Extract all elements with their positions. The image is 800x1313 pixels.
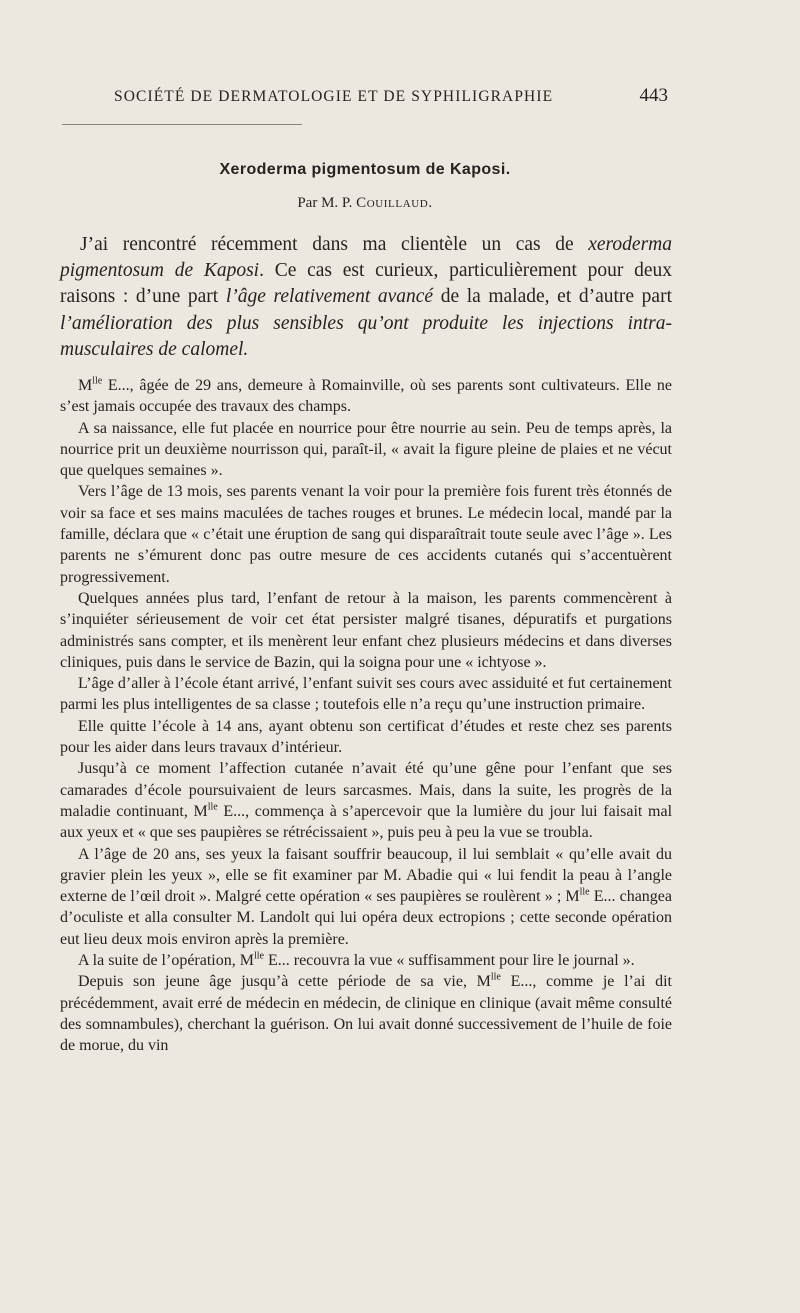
paragraph-7-pre: Jusqu’à ce moment l’affection cutanée n’avait été qu’une gêne pour l’enfant que ses camarades d’école poursuivaient de leurs sarcasmes. Mais, dans la suite, les progrès de la maladie continuant, M — [60, 760, 672, 820]
paragraph-10-sup: lle — [490, 971, 501, 983]
author-name: Couillaud. — [356, 195, 433, 211]
body-paragraph-6: Elle quitte l’école à 14 ans, ayant obtenu son certificat d’études et reste chez ses parents pour les aider dans leurs travaux d’intérieur. — [60, 717, 672, 757]
paragraph-8-sup: lle — [579, 886, 590, 898]
intro-text-1: J’ai rencontré récemment dans ma clientèle un cas de — [80, 234, 589, 255]
paragraph-10-text: E..., comme je l’ai dit précédemment, avait erré de médecin en médecin, de clinique en clinique (avait même consulté des somnambules), cherchant la guérison. On lui avait donné successivement de l’huile de foie de morue, du vin — [60, 973, 672, 1055]
paragraph-7-text: E..., commença à s’apercevoir que la lumière du jour lui faisait mal aux yeux et « que ses paupières se rétrécissaient », puis peu à peu la vue se troubla. — [60, 802, 673, 842]
paragraph-7-sup: lle — [207, 801, 218, 813]
body-paragraph-1 — [60, 375, 672, 418]
paragraph-9-text: E... recouvra la vue « suffisamment pour lire le journal ». — [263, 952, 635, 970]
paragraph-1-pre: M — [78, 377, 93, 394]
paragraph-1-text: E..., âgée de 29 ans, demeure à Romainville, où ses parents sont cultivateurs. Elle ne s’est jamais occupée des travaux des champs. — [60, 377, 672, 416]
running-head-title: SOCIÉTÉ DE DERMATOLOGIE ET DE SYPHILIGRAPHIE — [114, 88, 554, 105]
article-body — [60, 375, 672, 1057]
paragraph-9-sup: lle — [253, 950, 264, 962]
paragraph-9-pre: A la suite de l’opération, M — [78, 952, 254, 970]
byline — [60, 195, 670, 212]
paragraph-1-sup: lle — [92, 375, 103, 387]
body-paragraph-9 — [60, 950, 672, 971]
paragraph-10-pre: Depuis son jeune âge jusqu’à cette période de sa vie, M — [78, 973, 491, 991]
body-paragraph-2: A sa naissance, elle fut placée en nourrice pour être nourrie au sein. Peu de temps après, la nourrice prit un deuxième nourrisson qui, paraît-il, « avait la figure pleine de plaies et ne vécut que quelques semaines ». — [60, 419, 672, 480]
header-rule — [62, 124, 302, 125]
intro-italic-3: l’amélioration des plus sensibles qu’ont produite les injections intra-musculaires de calomel. — [60, 312, 672, 360]
body-paragraph-7 — [60, 758, 672, 843]
body-paragraph-4: Quelques années plus tard, l’enfant de retour à la maison, les parents commencèrent à s’inquiéter sérieusement de voir cet état persister malgré tisanes, dépuratifs et purgations administrés sans compter, et ils menèrent leur enfant chez plusieurs médecins et dans diverses cliniques, puis dans le service de Bazin, qui la soigna pour une « ichtyose ». — [60, 589, 672, 671]
intro-paragraph — [60, 232, 672, 363]
intro-text — [60, 232, 672, 363]
body-paragraph-8 — [60, 844, 672, 950]
body-paragraph-10 — [60, 971, 672, 1056]
byline-prefix: Par M. P. — [297, 195, 353, 211]
intro-text-3: de la malade, et d’autre part — [433, 286, 672, 308]
intro-italic-1: xeroderma pigmentosum de Kaposi — [60, 234, 672, 282]
paragraph-8-pre: A l’âge de 20 ans, ses yeux la faisant souffrir beaucoup, il lui semblait « qu’elle avait du gravier plein les yeux », elle se fit examiner par M. Abadie qui « lui fendit la peau à l’angle externe de l’œil droit ». Malgré cette opération « ses paupières se roulèrent » ; M — [60, 845, 672, 906]
paragraph-8-text: E... changea d’oculiste et alla consulter M. Landolt qui lui opéra deux ectropions ; cette seconde opération eut lieu deux mois environ après la première. — [60, 888, 672, 948]
running-head — [114, 85, 668, 106]
intro-italic-2: l’âge relativement avancé — [225, 286, 434, 308]
page-number: 443 — [639, 85, 668, 106]
intro-text-2: . Ce cas est curieux, particulièrement pour deux raisons : d’une part — [60, 260, 672, 308]
body-paragraph-3: Vers l’âge de 13 mois, ses parents venant la voir pour la première fois furent très étonnés de voir sa face et ses mains maculées de taches rouges et brunes. Le médecin local, mandé par la famille, déclara que « c’était une éruption de sang qui disparaîtrait toute seule avec l’âge ». Les parents ne s’émurent donc pas outre mesure de ces accidents cutanés qui s’accentuèrent progressivement. — [60, 483, 672, 586]
body-paragraph-5: L’âge d’aller à l’école étant arrivé, l’enfant suivit ses cours avec assiduité et fut certainement parmi les plus intelligentes de sa classe ; toutefois elle n’a reçu qu’une instruction primaire. — [60, 675, 672, 714]
article-title: Xeroderma pigmentosum de Kaposi. — [219, 161, 511, 178]
